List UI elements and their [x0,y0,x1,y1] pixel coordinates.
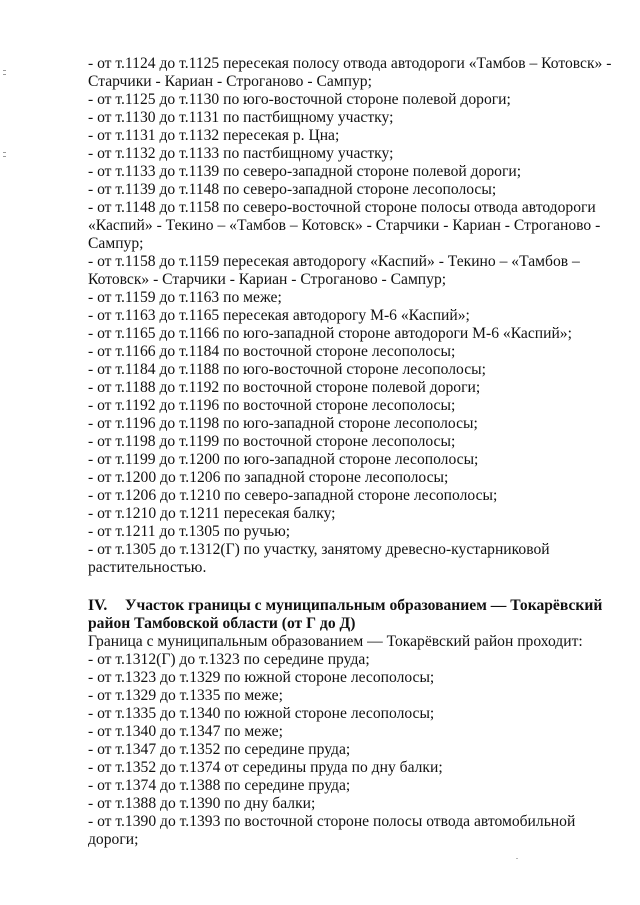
text-line: - от т.1139 до т.1148 по северо-западной стороне лесополосы; [88,181,497,198]
text-line: Старчики - Кариан - Строганово - Сампур; [88,73,372,90]
text-line: - от т.1132 до т.1133 по пастбищному участку; [88,145,394,162]
scan-mark [3,70,6,71]
text-line: «Каспий» - Текино – «Тамбов – Котовск» - Старчики - Кариан - Строганово - [88,217,601,234]
text-line: - от т.1192 до т.1196 по восточной стороне лесополосы; [88,397,456,414]
document-body [88,55,612,849]
text-line: - от т.1305 до т.1312(Г) по участку, занятому древесно-кустарниковой [88,541,550,558]
text-line: - от т.1388 до т.1390 по дну балки; [88,795,316,812]
text-line: - от т.1166 до т.1184 по восточной стороне лесополосы; [88,343,456,360]
text-line: - от т.1198 до т.1199 по восточной стороне лесополосы; [88,433,456,450]
boundary-list-previous [88,55,612,577]
text-line: - от т.1323 до т.1329 по южной стороне лесополосы; [88,669,435,686]
text-line: - от т.1130 до т.1131 по пастбищному участку; [88,109,394,126]
text-line: дороги; [88,831,139,848]
text-line: - от т.1390 до т.1393 по восточной стороне полосы отвода автомобильной [88,813,576,830]
text-line: Котовск» - Старчики - Кариан - Строганово - Сампур; [88,271,447,288]
text-line: - от т.1200 до т.1206 по западной стороне лесополосы; [88,469,449,486]
scan-mark [3,74,6,75]
text-line: - от т.1133 до т.1139 по северо-западной стороне полевой дороги; [88,163,522,180]
text-line: Сампур; [88,235,144,252]
scan-mark [3,156,6,157]
section-title-line-2: район Тамбовской области (от Г до Д) [88,615,356,632]
text-line: - от т.1211 до т.1305 по ручью; [88,523,291,540]
text-line: - от т.1347 до т.1352 по середине пруда; [88,741,351,758]
text-line: - от т.1148 до т.1158 по северо-восточной стороне полосы отвода автодороги [88,199,596,216]
text-line: - от т.1196 до т.1198 по юго-западной стороне лесополосы; [88,415,478,432]
scan-speck [516,858,518,859]
text-line: - от т.1210 до т.1211 пересекая балку; [88,505,336,522]
text-line: - от т.1184 до т.1188 по юго-восточной стороне лесополосы; [88,361,486,378]
text-line: - от т.1159 до т.1163 по меже; [88,289,282,306]
text-line: - от т.1163 до т.1165 пересекая автодорогу М-6 «Каспий»; [88,307,470,324]
text-line: - от т.1158 до т.1159 пересекая автодорогу «Каспий» - Текино – «Тамбов – [88,253,580,270]
text-line: растительностью. [88,559,207,576]
scan-mark [3,152,6,153]
text-line: - от т.1312(Г) до т.1323 по середине пруда; [88,651,370,668]
text-line: - от т.1131 до т.1132 пересекая р. Цна; [88,127,340,144]
text-line: - от т.1199 до т.1200 по юго-западной стороне лесополосы; [88,451,479,468]
text-line: - от т.1329 до т.1335 по меже; [88,687,283,704]
text-line: - от т.1340 до т.1347 по меже; [88,723,283,740]
section-spacer [88,577,608,597]
section-heading [88,597,608,615]
section-number: IV. [88,597,108,614]
section-title-line-1: Участок границы с муниципальным образованием — Токарёвский [125,597,603,614]
text-line: Граница с муниципальным образованием — Токарёвский район проходит: [88,633,583,650]
section-iv [88,597,608,849]
text-line: - от т.1165 до т.1166 по юго-западной стороне автодороги М-6 «Каспий»; [88,325,572,342]
text-line: - от т.1335 до т.1340 по южной стороне лесополосы; [88,705,435,722]
text-line: - от т.1374 до т.1388 по середине пруда; [88,777,351,794]
text-line: - от т.1206 до т.1210 по северо-западной стороне лесополосы; [88,487,498,504]
text-line: - от т.1188 до т.1192 по восточной стороне полевой дороги; [88,379,481,396]
text-line: - от т.1352 до т.1374 от середины пруда по дну балки; [88,759,443,776]
text-line: - от т.1125 до т.1130 по юго-восточной стороне полевой дороги; [88,91,511,108]
text-line: - от т.1124 до т.1125 пересекая полосу отвода автодороги «Тамбов – Котовск» - [88,55,612,72]
